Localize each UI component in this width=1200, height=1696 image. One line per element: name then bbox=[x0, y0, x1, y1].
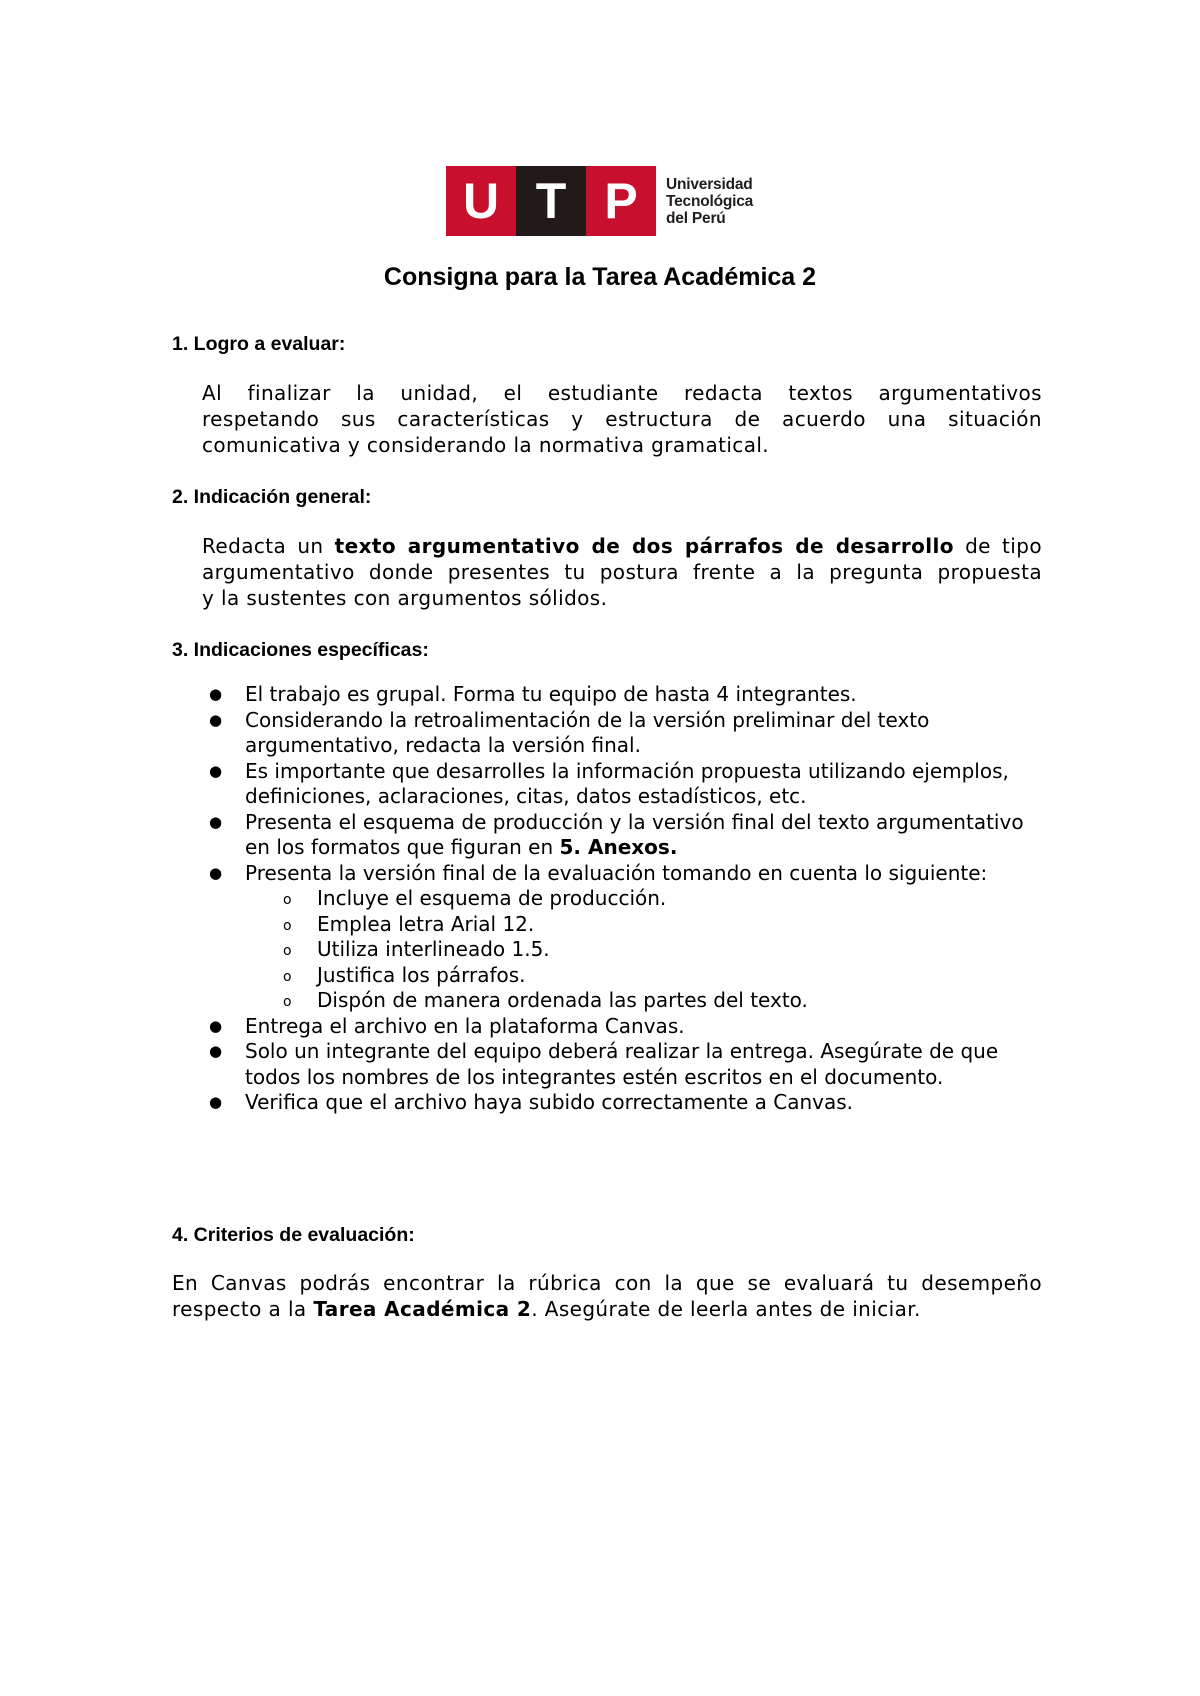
logo-name-line: Universidad bbox=[666, 175, 753, 193]
text-run: respecto a la bbox=[172, 1297, 314, 1321]
logo-name-line: Tecnológica bbox=[666, 192, 754, 210]
list-item bbox=[205, 708, 1045, 759]
sub-list-item bbox=[205, 912, 1045, 938]
list-item bbox=[205, 1039, 1045, 1090]
bullet-icon: ● bbox=[209, 1093, 223, 1111]
sub-item-text: Incluye el esquema de producción. bbox=[317, 886, 667, 910]
paragraph-line bbox=[202, 533, 1042, 559]
logo-letter-u: U bbox=[446, 166, 516, 236]
bullet-icon: ● bbox=[209, 685, 223, 703]
list-item bbox=[205, 759, 1045, 810]
logo-letter-t: T bbox=[516, 166, 586, 236]
section-heading-criterios: 4. Criterios de evaluación: bbox=[172, 1224, 415, 1246]
utp-logo bbox=[446, 166, 753, 236]
sub-item-text: Utiliza interlineado 1.5. bbox=[317, 937, 550, 961]
paragraph-line: y la sustentes con argumentos sólidos. bbox=[202, 586, 608, 610]
bullet-icon: ● bbox=[209, 863, 223, 882]
list-item bbox=[205, 1014, 1045, 1040]
paragraph-line: comunicativa y considerando la normativa gramatical. bbox=[202, 433, 770, 457]
sub-item-text: Emplea letra Arial 12. bbox=[317, 911, 535, 936]
logo-name-line: del Perú bbox=[666, 209, 726, 227]
list-item-text: Presenta el esquema de producción y la versión final del texto argumentativo en los formatos que figuran en bbox=[245, 809, 1024, 859]
sub-list-item bbox=[205, 988, 1045, 1014]
sub-list-item bbox=[205, 963, 1045, 989]
list-item-text: Verifica que el archivo haya subido correctamente a Canvas. bbox=[245, 1090, 854, 1114]
bold-text: Tarea Académica 2 bbox=[313, 1297, 532, 1321]
section-heading-indicaciones: 3. Indicaciones específicas: bbox=[172, 639, 429, 661]
bullet-list bbox=[205, 682, 1045, 1116]
circle-bullet-icon: o bbox=[283, 968, 292, 985]
section-heading-logro: 1. Logro a evaluar: bbox=[172, 333, 346, 355]
list-item-text: Solo un integrante del equipo deberá realizar la entrega. Asegúrate de que todos los nombres de los integrantes estén escritos en el documento. bbox=[245, 1039, 999, 1089]
list-item bbox=[205, 861, 1045, 887]
bullet-icon: ● bbox=[209, 812, 223, 831]
list-item bbox=[205, 810, 1045, 861]
circle-bullet-icon: o bbox=[283, 917, 292, 934]
paragraph-line: argumentativo donde presentes tu postura frente a la pregunta propuesta bbox=[202, 560, 1042, 584]
list-item-text: Considerando la retroalimentación de la versión preliminar del texto argumentativo, redacta la versión final. bbox=[245, 707, 930, 757]
text-run: Redacta un bbox=[202, 534, 335, 558]
sub-item-text: Justifica los párrafos. bbox=[317, 962, 526, 987]
criterios-paragraph bbox=[172, 1270, 1042, 1322]
bullet-icon: ● bbox=[209, 761, 223, 780]
sub-item-text: Dispón de manera ordenada las partes del texto. bbox=[317, 988, 808, 1012]
circle-bullet-icon: o bbox=[283, 943, 292, 959]
section-heading-indicacion: 2. Indicación general: bbox=[172, 486, 372, 508]
paragraph-line: respetando sus características y estructura de acuerdo una situación bbox=[202, 407, 1042, 431]
list-item-text: Presenta la versión final de la evaluación tomando en cuenta lo siguiente: bbox=[245, 860, 988, 885]
text-run: . Asegúrate de leerla antes de iniciar. bbox=[531, 1297, 921, 1321]
text-run: de tipo bbox=[953, 534, 1042, 558]
logro-paragraph bbox=[202, 380, 1042, 458]
list-item-text: El trabajo es grupal. Forma tu equipo de hasta 4 integrantes. bbox=[245, 682, 857, 706]
bullet-icon: ● bbox=[209, 1042, 223, 1060]
bullet-icon: ● bbox=[209, 1016, 223, 1035]
list-item-text: Es importante que desarrolles la información propuesta utilizando ejemplos, definiciones, aclaraciones, citas, datos estadísticos, etc. bbox=[245, 758, 1009, 808]
bold-text: 5. Anexos. bbox=[559, 835, 678, 859]
logo-institution-name bbox=[666, 176, 753, 227]
paragraph-line bbox=[172, 1296, 1042, 1322]
list-item bbox=[205, 682, 1045, 708]
paragraph-line: Al finalizar la unidad, el estudiante redacta textos argumentativos bbox=[202, 381, 1042, 405]
bold-text: texto argumentativo de dos párrafos de desarrollo bbox=[334, 534, 954, 558]
circle-bullet-icon: o bbox=[283, 994, 292, 1010]
sub-list-item bbox=[205, 886, 1045, 912]
list-item bbox=[205, 1090, 1045, 1116]
bullet-icon: ● bbox=[209, 710, 223, 729]
paragraph-line: En Canvas podrás encontrar la rúbrica con la que se evaluará tu desempeño bbox=[172, 1271, 1042, 1295]
sub-list-item bbox=[205, 937, 1045, 963]
circle-bullet-icon: o bbox=[283, 892, 292, 908]
logo-letter-p: P bbox=[586, 166, 656, 236]
page-title: Consigna para la Tarea Académica 2 bbox=[383, 263, 817, 291]
list-item-text: Entrega el archivo en la plataforma Canvas. bbox=[245, 1013, 685, 1038]
indicacion-paragraph bbox=[202, 533, 1042, 611]
